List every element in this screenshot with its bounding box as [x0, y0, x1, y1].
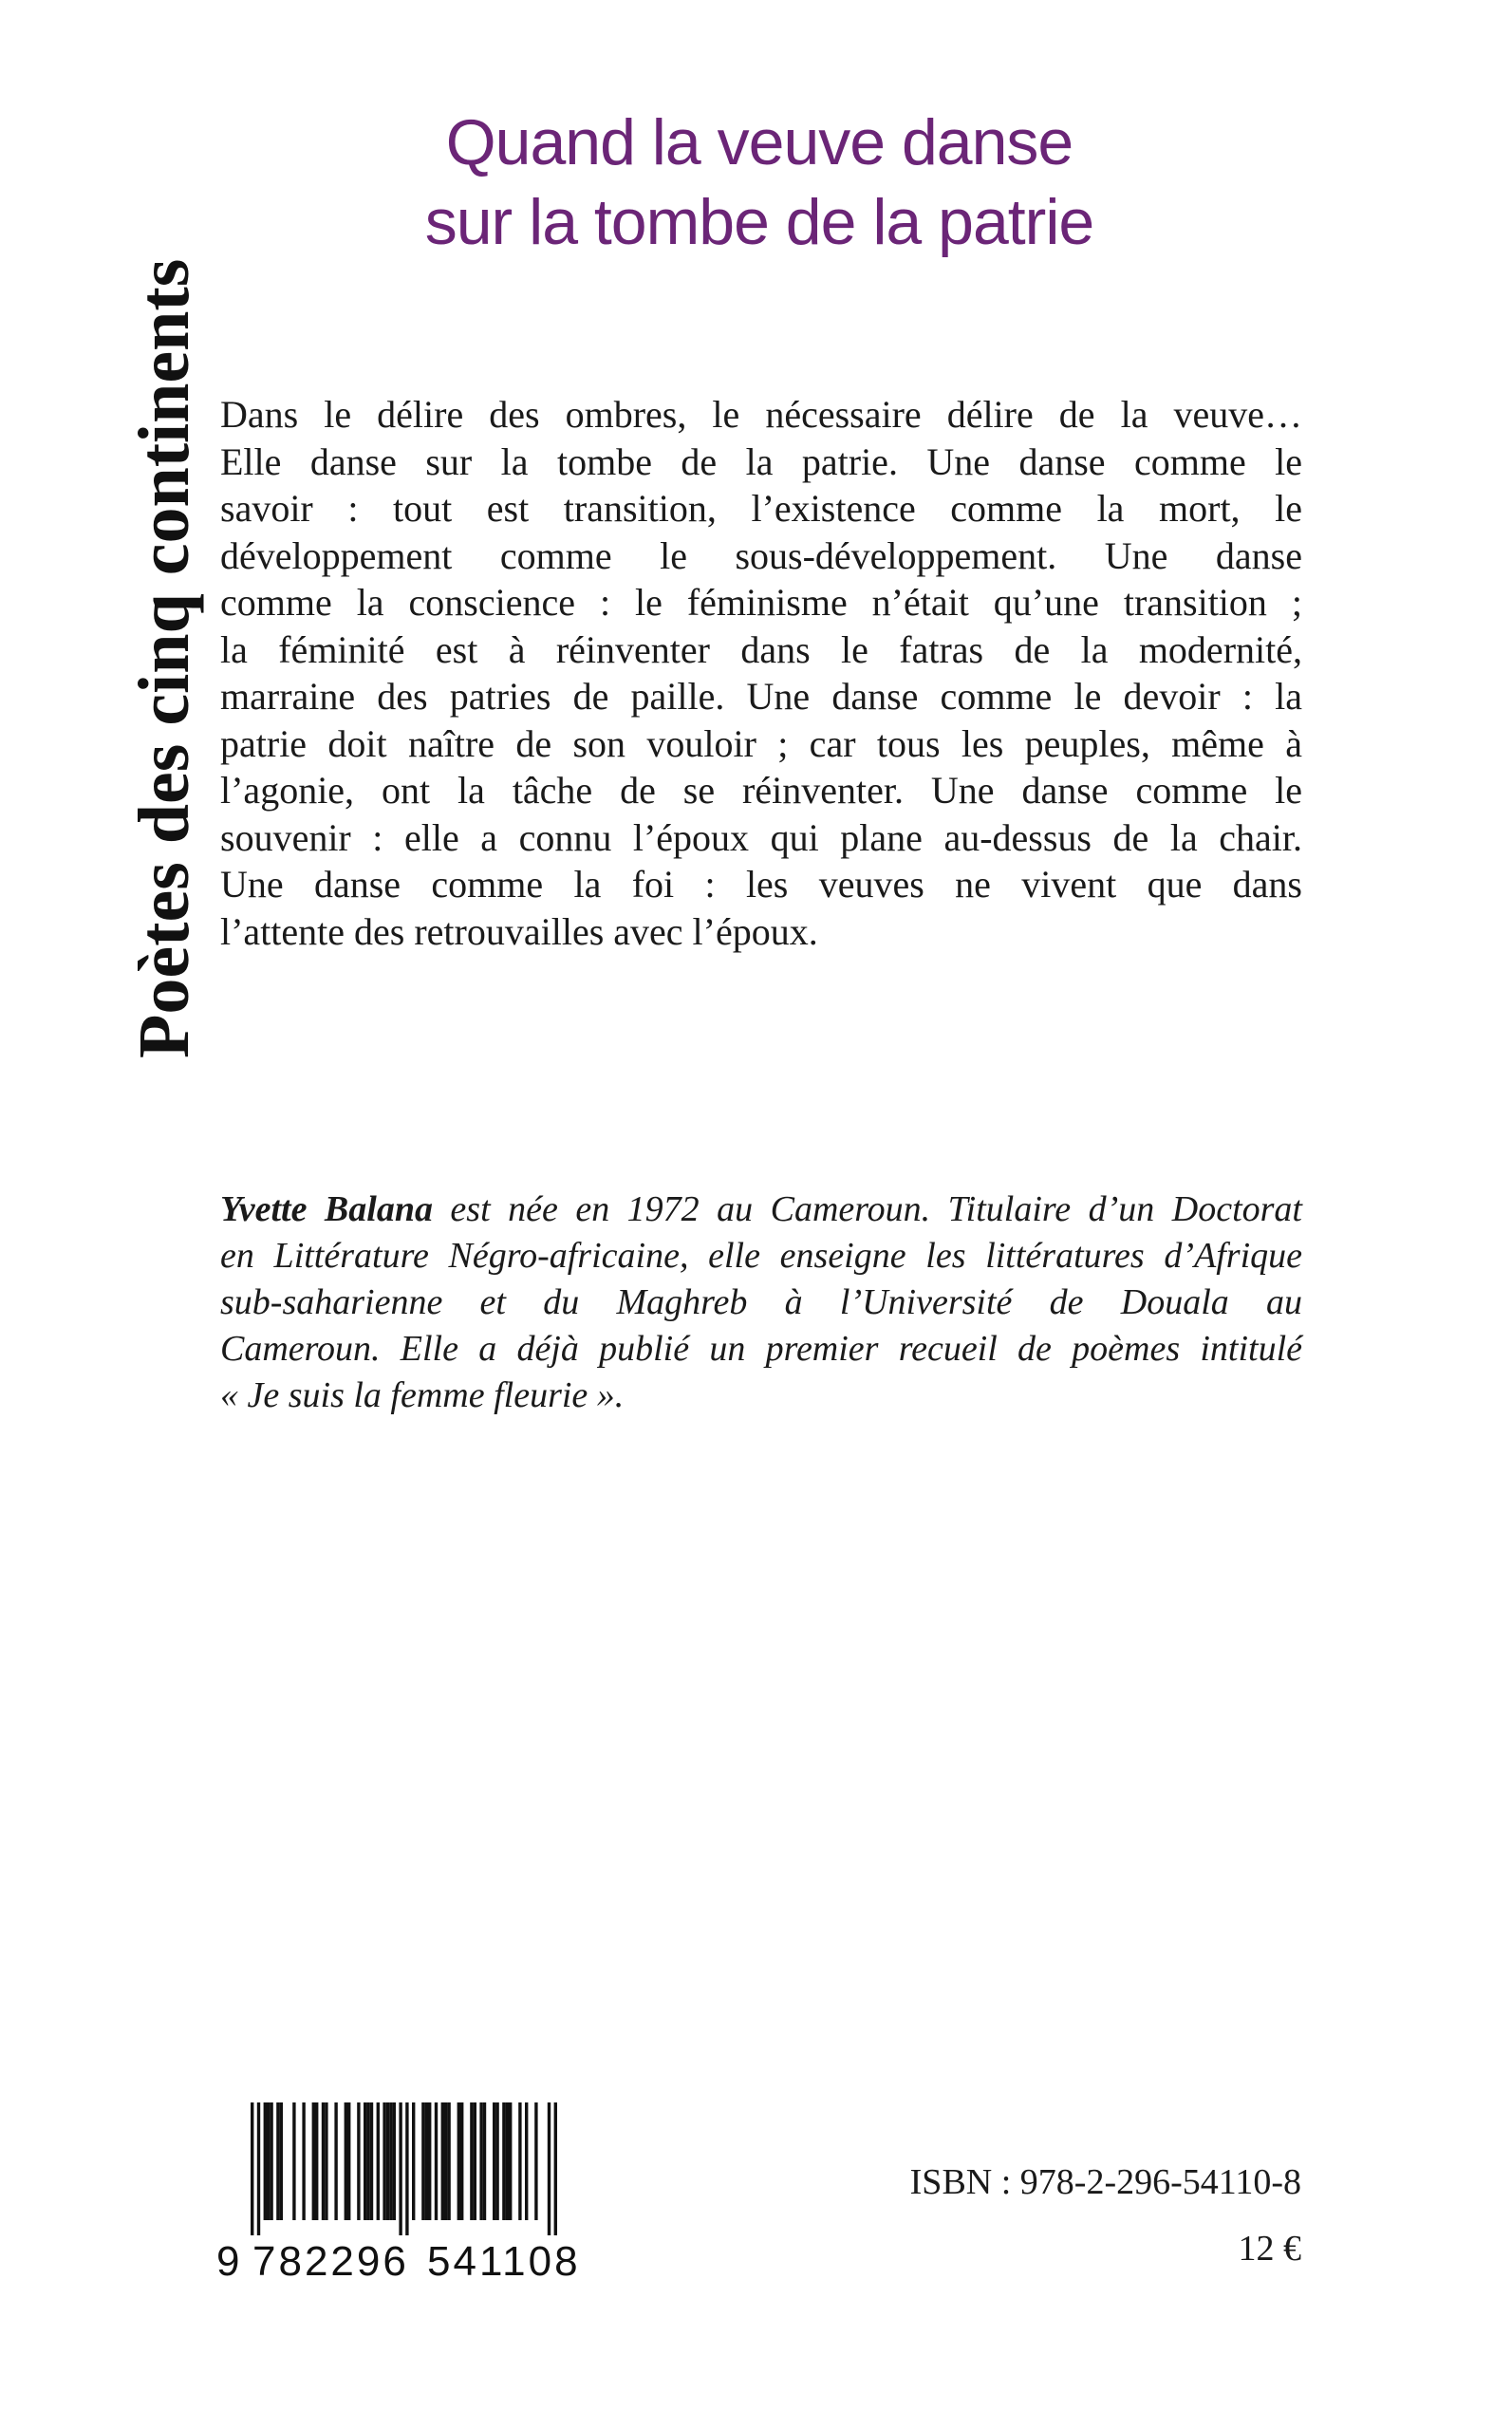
bio-line [220, 1186, 1302, 1233]
barcode-bar [428, 2102, 431, 2220]
author-bio [220, 1186, 1302, 1419]
summary-line: développement comme le sous-développement. Une danse [220, 533, 1302, 577]
bio-line: « Je suis la femme fleurie ». [220, 1375, 625, 1415]
bio-line: sub-saharienne et du Maghreb à l’Université de Douala au [220, 1282, 1302, 1322]
summary-text [220, 391, 1302, 955]
barcode-bar [457, 2102, 460, 2220]
summary-line: marraine des patries de paille. Une danse comme le devoir : la [220, 675, 1302, 718]
barcode-bar [548, 2102, 551, 2235]
barcode-bar [347, 2102, 350, 2220]
barcode-bar [357, 2102, 360, 2220]
summary-line: souvenir : elle a connu l’époux qui plane au-dessus de la chair. [220, 815, 1302, 859]
barcode-digits [216, 2235, 596, 2289]
summary-line: savoir : tout est transition, l’existence comme la mort, le [220, 487, 1302, 530]
barcode-bar [405, 2102, 408, 2235]
barcode-bar [435, 2102, 438, 2220]
barcode-bar [474, 2102, 476, 2220]
barcode-bar [525, 2102, 528, 2220]
author-name: Yvette Balana [220, 1189, 433, 1229]
isbn: ISBN : 978-2-296-54110-8 [909, 2162, 1301, 2202]
barcode-bar [325, 2102, 327, 2220]
barcode-bar [483, 2102, 486, 2220]
barcode-bar [315, 2102, 318, 2220]
barcode-bar [251, 2102, 253, 2235]
barcode-bar [389, 2102, 392, 2220]
book-title [285, 103, 1234, 262]
barcode-bar [393, 2102, 396, 2220]
barcode-bar [425, 2102, 428, 2220]
barcode-bar [441, 2102, 444, 2220]
barcode-bar [495, 2102, 498, 2220]
barcode-bar [270, 2102, 272, 2220]
barcode-bar [506, 2102, 509, 2220]
barcode-bar [280, 2102, 283, 2220]
barcode-bar [264, 2102, 267, 2220]
barcode-bar [479, 2102, 482, 2220]
bio-line-rest: est née en 1972 au Cameroun. Titulaire d’un Doctorat [432, 1189, 1302, 1229]
price: 12 € [1238, 2229, 1301, 2269]
barcode-bar [322, 2102, 325, 2220]
barcode-bar [447, 2102, 450, 2220]
summary-line: la féminité est à réinventer dans le fatras de la modernité, [220, 627, 1302, 671]
summary-line: Dans le délire des ombres, le nécessaire délire de la veuve… [220, 393, 1302, 436]
bio-line: Cameroun. Elle a déjà publié un premier recueil de poèmes intitulé [220, 1329, 1302, 1369]
barcode-bar [493, 2102, 495, 2220]
barcode-digit-group: 541108 [427, 2238, 581, 2285]
barcode-bar [412, 2102, 415, 2220]
summary-line: l’attente des retrouvailles avec l’époux. [220, 909, 818, 953]
bio-line: en Littérature Négro-africaine, elle enseigne les littératures d’Afrique [220, 1236, 1302, 1276]
series-title: Poètes des cinq continents [124, 258, 204, 1058]
summary-line: Elle danse sur la tombe de la patrie. Une danse comme le [220, 439, 1302, 483]
barcode-bar [312, 2102, 315, 2220]
barcode-bar [554, 2102, 557, 2235]
barcode-bar [444, 2102, 447, 2220]
barcode-digit-group: 782296 [252, 2238, 409, 2285]
barcode-bar [366, 2102, 369, 2220]
barcode-bar [502, 2102, 505, 2220]
book-title-line: Quand la veuve danse [445, 106, 1073, 178]
barcode-bar [370, 2102, 373, 2220]
barcode-bar [377, 2102, 380, 2220]
summary-line: patrie doit naître de son vouloir ; car tous les peuples, même à [220, 721, 1302, 765]
barcode-bar [383, 2102, 385, 2220]
barcode-bar [276, 2102, 279, 2220]
barcode-bar [518, 2102, 521, 2220]
barcode [218, 2102, 596, 2235]
book-title-line: sur la tombe de la patrie [424, 186, 1094, 258]
summary-line: comme la conscience : le féminisme n’était qu’une transition ; [220, 581, 1302, 624]
barcode-bar [364, 2102, 366, 2220]
barcode-bar [292, 2102, 295, 2220]
barcode-bar [345, 2102, 347, 2220]
summary-line: l’agonie, ont la tâche de se réinventer. Une danse comme le [220, 769, 1302, 812]
barcode-bar [509, 2102, 512, 2220]
barcode-bar [534, 2102, 537, 2220]
barcode-bar [399, 2102, 401, 2235]
barcode-bar [267, 2102, 270, 2220]
summary-line: Une danse comme la foi : les veuves ne vivent que dans [220, 863, 1302, 906]
barcode-bar [421, 2102, 424, 2220]
barcode-bar [386, 2102, 389, 2220]
barcode-bar [334, 2102, 337, 2220]
barcode-bar [257, 2102, 260, 2235]
barcode-digit-lead: 9 [216, 2238, 240, 2285]
barcode-bar [460, 2102, 463, 2220]
barcode-bar [470, 2102, 473, 2220]
barcode-bar [302, 2102, 305, 2220]
